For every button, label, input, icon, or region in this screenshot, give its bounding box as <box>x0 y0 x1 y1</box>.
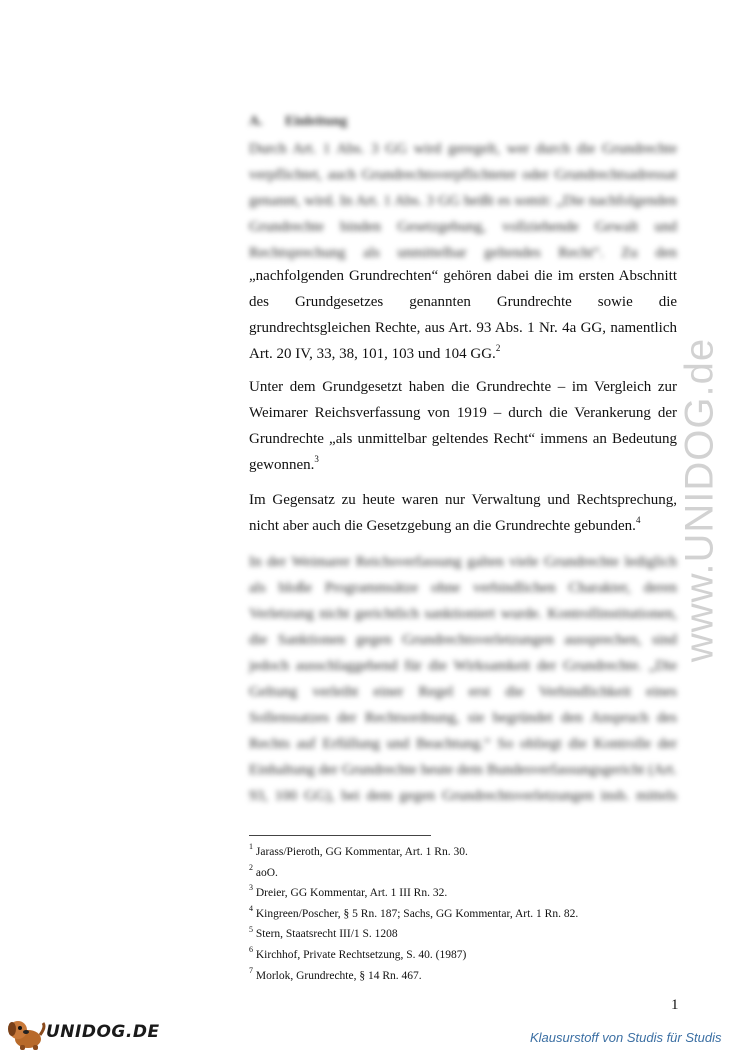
blurred-line: Rechtsprechung als unmittelbar geltendes Recht“. Zu den <box>249 245 677 261</box>
footnotes <box>249 842 679 986</box>
paragraph-1-line-3: grundrechtsgleichen Rechte, aus Art. 93 Abs. 1 Nr. 4a GG, namentlich <box>249 320 677 336</box>
paragraph-3: Im Gegensatz zu heute waren nur Verwaltung und Rechtsprechung, nicht aber auch die Gesetzgebung an die Grundrechte gebunden.$^4$ <box>249 492 677 534</box>
footnote: $^4$ Kingreen/Poscher, § 5 Rn. 187; Sachs, GG Kommentar, Art. 1 Rn. 82. <box>249 903 579 920</box>
word: Grundgesetzes <box>294 294 384 310</box>
blurred-line: Rechts auf Erfüllung und Beachtung.“ So obliegt die Kontrolle der <box>249 736 677 752</box>
footnote: $^5$ Stern, Staatsrecht III/1 S. 1208 <box>249 924 398 941</box>
footnote: $^7$ Morlok, Grundrechte, § 14 Rn. 467. <box>249 965 422 982</box>
blurred-line: Grundrechte binden Gesetzgebung, vollziehende Gewalt und <box>249 219 677 235</box>
section-heading <box>249 114 347 130</box>
unidog-logo <box>6 1017 160 1051</box>
blurred-line: Verletzung nicht gerichtlich sanktioniert wurde. Kontrollinstitutionen, <box>249 606 677 622</box>
word: des <box>249 294 269 310</box>
word: sowie <box>597 294 633 310</box>
blurred-line: Durch Art. 1 Abs. 3 GG wird geregelt, wer durch die Grundrechte <box>249 141 677 157</box>
blurred-line: verpflichtet, auch Grundrechtsverpflichteter oder Grundrechtsadressat <box>249 167 677 183</box>
paragraph-1-line-1: „nachfolgenden Grundrechten“ gehören dabei die im ersten Abschnitt <box>249 268 677 284</box>
footnote-ref: 2 <box>495 343 501 353</box>
footnote: $^2$ aoO. <box>249 862 278 879</box>
paragraph-1-line-2 <box>249 289 677 315</box>
section-title: Einleitung <box>285 114 348 129</box>
logo-text: UNIDOG.DE <box>46 1022 160 1042</box>
blurred-main-paragraph <box>249 549 677 809</box>
footnote: $^3$ Dreier, GG Kommentar, Art. 1 III Rn. 32. <box>249 883 448 900</box>
paragraph-2: Unter dem Grundgesetzt haben die Grundrechte – im Vergleich zur Weimarer Reichsverfassung von 1919 – durch die Verankerung der Grundrechte „als unmittelbar geltendes Recht“ immens an Bedeutung gewonnen.$^3$ <box>249 379 677 473</box>
footnote-ref: 3 <box>314 454 319 464</box>
blurred-line: die Sanktionen gegen Grundrechtsverletzungen aussprechen, sind <box>249 632 677 648</box>
blurred-intro-paragraph <box>249 136 677 266</box>
word: Grundrechte <box>496 294 572 310</box>
section-number: A. <box>249 114 263 129</box>
footnote-divider <box>249 835 431 836</box>
word: genannten <box>409 294 471 310</box>
footnote: $^1$ Jarass/Pieroth, GG Kommentar, Art. 1 Rn. 30. <box>249 842 468 858</box>
blurred-line: genannt, wird. In Art. 1 Abs. 3 GG heißt es somit: „Die nachfolgenden <box>249 193 677 209</box>
blurred-line: Geltung verleiht einer Regel erst die Verbindlichkeit eines <box>249 684 677 700</box>
blurred-line: als bloße Programmsätze ohne verbindlichen Charakter, deren <box>249 580 677 596</box>
blurred-line: In der Weimarer Reichsverfassung galten viele Grundrechte lediglich <box>249 554 677 570</box>
blurred-line: jedoch ausschlaggebend für die Wirksamkeit der Grundrechte. „Die <box>249 658 677 674</box>
dog-icon <box>6 1017 46 1051</box>
blurred-line: Sollenssatzes der Rechtsordnung, sie begründet den Anspruch des <box>249 710 677 726</box>
footnote-ref: 4 <box>635 515 641 525</box>
paragraph-1 <box>249 263 677 367</box>
paragraph-1-line-4: Art. 20 IV, 33, 38, 101, 103 und 104 GG.$^2$ <box>249 343 501 362</box>
watermark: www.UNIDOG.de <box>677 337 722 663</box>
tagline: Klausurstoff von Studis für Studis <box>530 1030 722 1045</box>
blurred-line: Einhaltung der Grundrechte heute dem Bundesverfassungsgericht (Art. <box>249 762 677 778</box>
footnote: $^6$ Kirchhof, Private Rechtsetzung, S. 40. (1987) <box>249 945 467 961</box>
word: die <box>658 294 678 310</box>
blurred-line: 93, 100 GG), bei dem gegen Grundrechtsverletzungen insb. mittels <box>249 788 677 804</box>
page-number: 1 <box>671 997 679 1013</box>
